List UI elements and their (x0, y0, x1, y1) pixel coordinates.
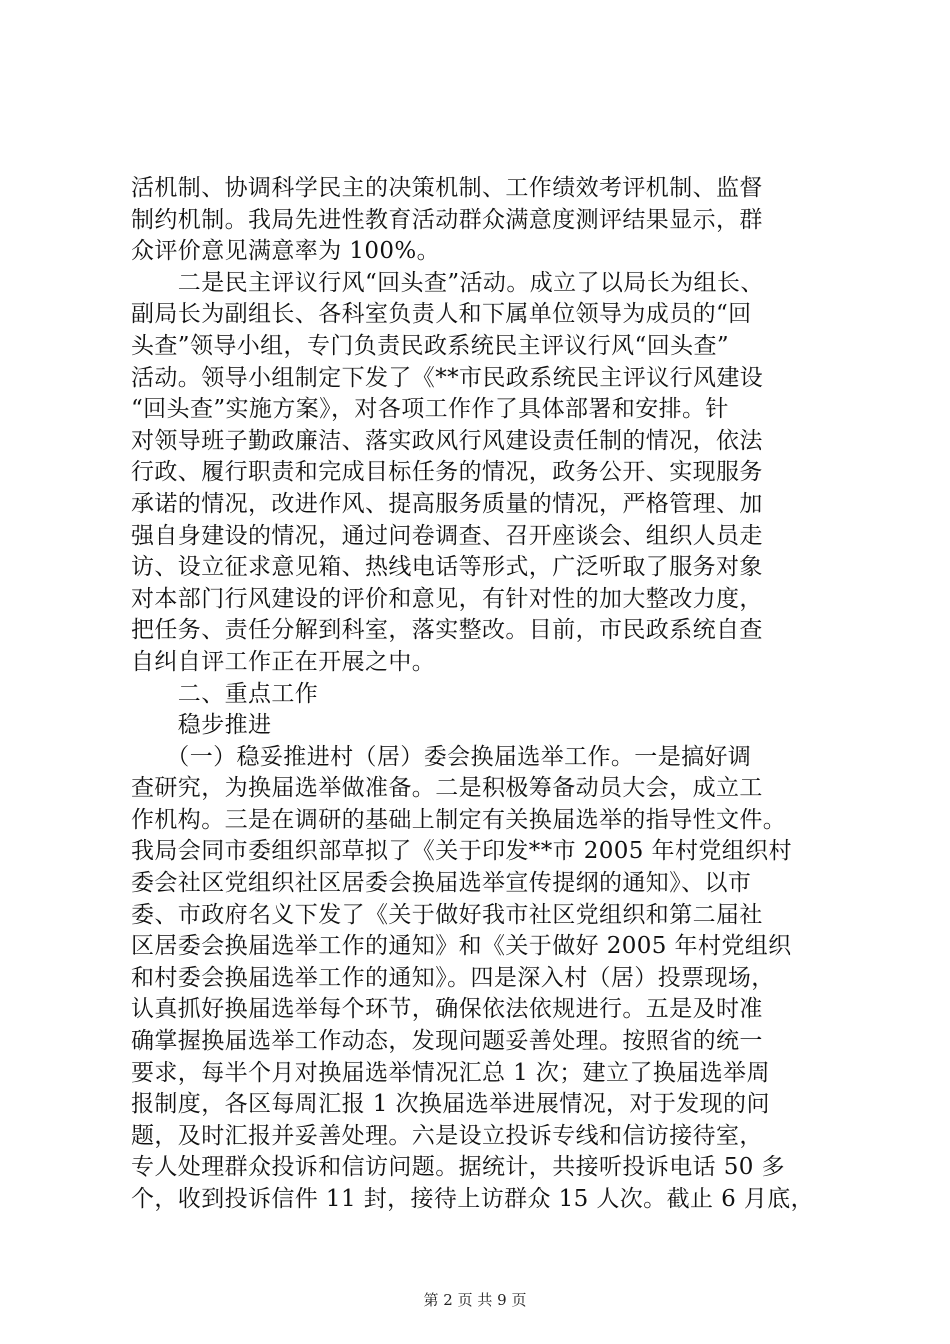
text-line: 活动。领导小组制定下发了《**市民政系统民主评议行风建设 (131, 364, 764, 391)
text-line: 委会社区党组织社区居委会换届选举宣传提纲的通知》、以市 (131, 870, 752, 897)
text-line: 把任务、责任分解到科室，落实整改。目前，市民政系统自查 (131, 617, 763, 644)
text-line: 查研究，为换届选举做准备。二是积极筹备动员大会，成立工 (131, 775, 763, 802)
text-line: 专人处理群众投诉和信访问题。据统计，共接听投诉电话 50 多 (131, 1154, 785, 1181)
document-body (131, 173, 831, 1216)
text-line: “回头查”实施方案》，对各项工作作了具体部署和安排。针 (131, 396, 729, 423)
text-line: 二、重点工作 (131, 680, 319, 707)
text-line: 头查”领导小组，专门负责民政系统民主评议行风“回头查” (131, 332, 730, 359)
text-line: 报制度，各区每周汇报 1 次换届选举进展情况，对于发现的问 (131, 1091, 770, 1118)
text-line: 对领导班子勤政廉洁、落实政风行风建设责任制的情况，依法 (131, 427, 763, 454)
text-line: 确掌握换届选举工作动态，发现问题妥善处理。按照省的统一 (131, 1028, 763, 1055)
text-line: 区居委会换届选举工作的通知》和《关于做好 2005 年村党组织 (131, 933, 792, 960)
text-line: 委、市政府名义下发了《关于做好我市社区党组织和第二届社 (131, 901, 763, 928)
page-number-footer: 第 2 页 共 9 页 (423, 1291, 527, 1309)
text-line: 制约机制。我局先进性教育活动群众满意度测评结果显示，群 (131, 206, 763, 233)
text-line: 稳步推进 (131, 712, 272, 739)
text-line: 行政、履行职责和完成目标任务的情况，政务公开、实现服务 (131, 459, 763, 486)
text-line: 众评价意见满意率为 100%。 (131, 238, 441, 265)
text-line: 要求，每半个月对换届选举情况汇总 1 次；建立了换届选举周 (131, 1059, 770, 1086)
text-line: 个，收到投诉信件 11 封，接待上访群众 15 人次。截止 6 月底， (131, 1186, 815, 1212)
text-line: 我局会同市委组织部草拟了《关于印发**市 2005 年村党组织村 (131, 838, 792, 865)
text-line: （一）稳妥推进村（居）委会换届选举工作。一是搞好调 (131, 743, 752, 770)
text-line: 承诺的情况，改进作风、提高服务质量的情况，严格管理、加 (131, 490, 763, 517)
text-line: 题，及时汇报并妥善处理。六是设立投诉专线和信访接待室， (131, 1122, 763, 1149)
text-line: 和村委会换届选举工作的通知》。四是深入村（居）投票现场， (131, 964, 775, 991)
text-line: 二是民主评议行风“回头查”活动。成立了以局长为组长、 (131, 269, 764, 296)
text-line: 作机构。三是在调研的基础上制定有关换届选举的指导性文件。 (131, 806, 787, 833)
text-line: 强自身建设的情况，通过问卷调查、召开座谈会、组织人员走 (131, 522, 763, 549)
text-line: 访、设立征求意见箱、热线电话等形式，广泛听取了服务对象 (131, 554, 763, 581)
text-line: 自纠自评工作正在开展之中。 (131, 648, 436, 675)
text-line: 活机制、协调科学民主的决策机制、工作绩效考评机制、监督 (131, 175, 763, 201)
text-line: 副局长为副组长、各科室负责人和下属单位领导为成员的“回 (131, 301, 752, 328)
text-line: 对本部门行风建设的评价和意见，有针对性的加大整改力度， (131, 585, 763, 612)
text-line: 认真抓好换届选举每个环节，确保依法依规进行。五是及时准 (131, 996, 763, 1023)
